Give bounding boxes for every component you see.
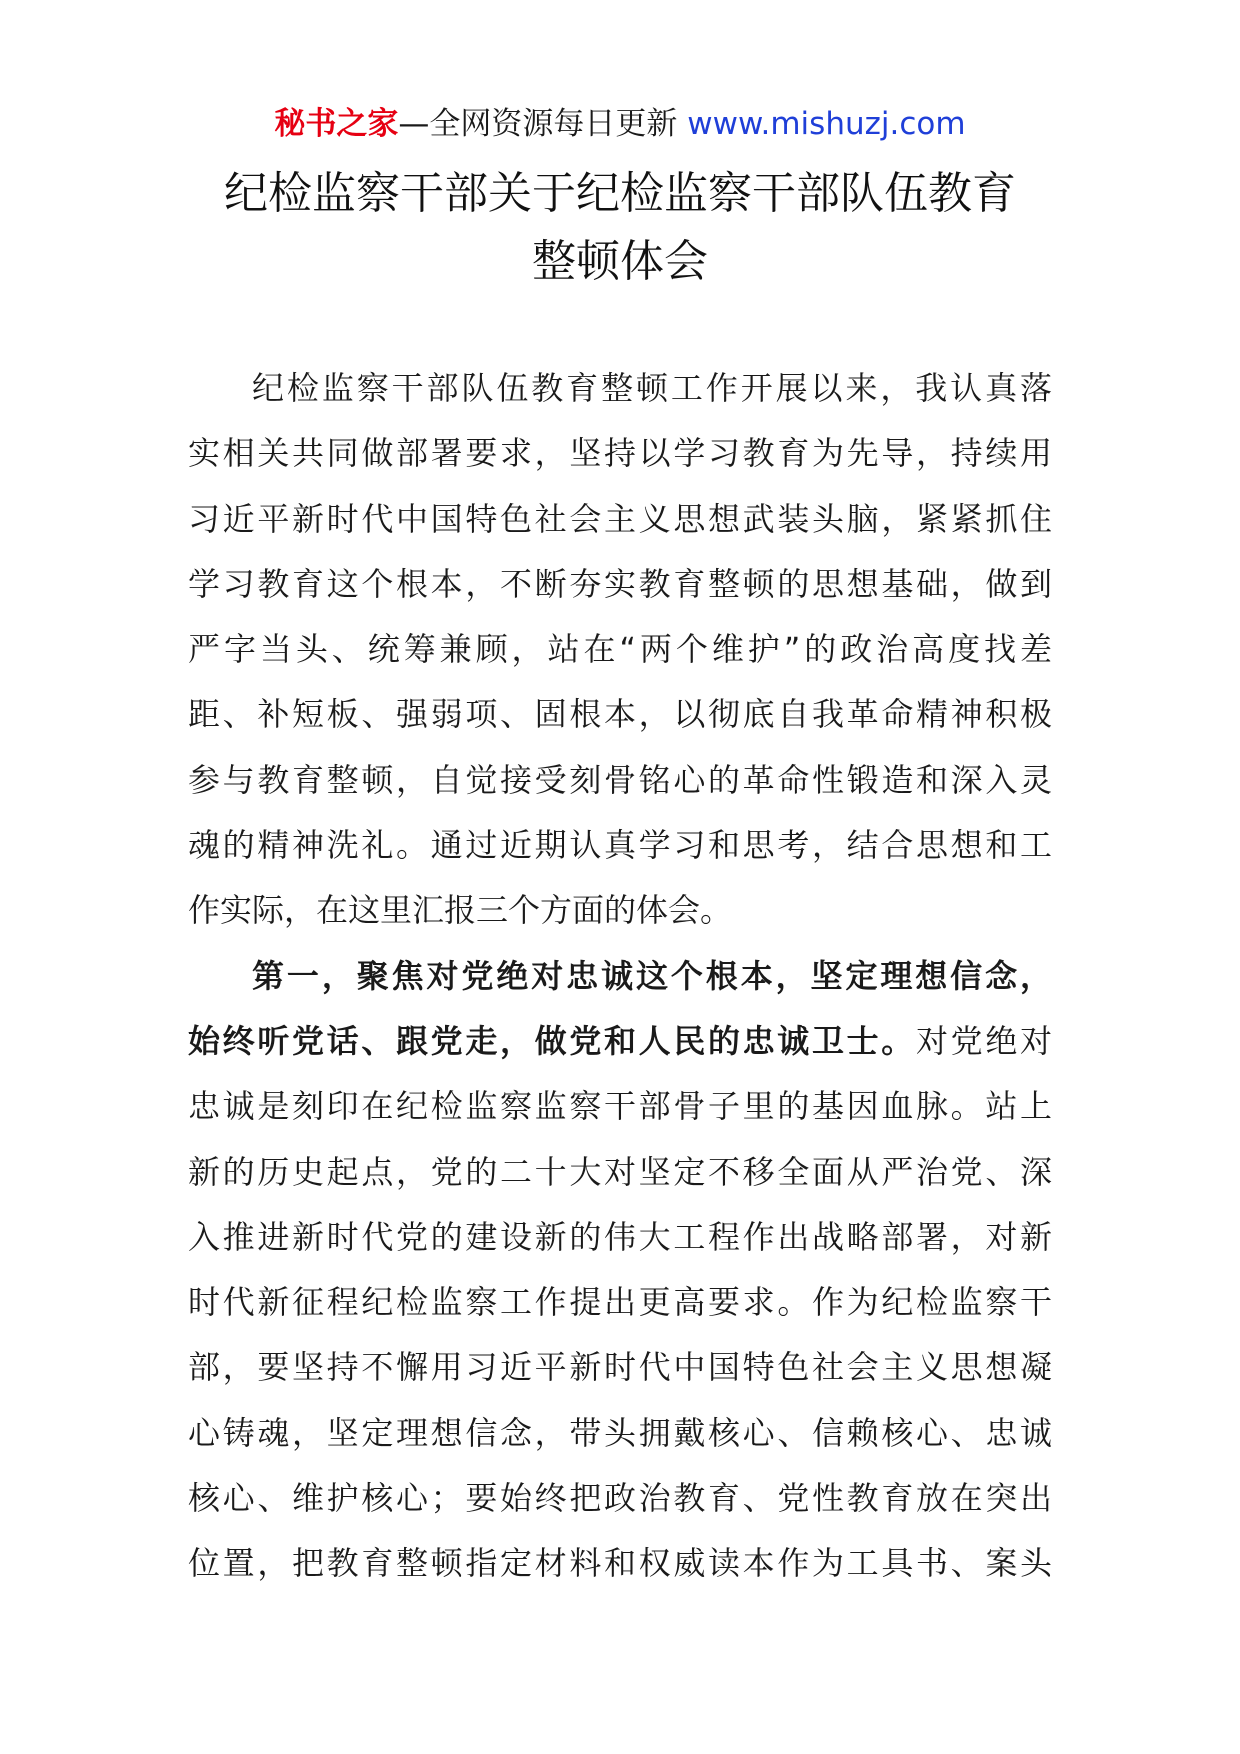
- paragraph-line: 参与教育整顿，自觉接受刻骨铭心的革命性锻造和深入灵: [188, 760, 1052, 799]
- paragraph-1: [188, 356, 1052, 944]
- paragraph-line: 忠诚是刻印在纪检监察监察干部骨子里的基因血脉。站上: [188, 1087, 1052, 1126]
- paragraph-lead-line: 第一，聚焦对党绝对忠诚这个根本，坚定理想信念，: [252, 956, 1052, 995]
- site-url[interactable]: www.mishuzj.com: [687, 106, 966, 142]
- paragraph-mixed-line: [188, 1009, 1052, 1074]
- paragraph-line: 时代新征程纪检监察工作提出更高要求。作为纪检监察干: [188, 1283, 1052, 1322]
- paragraph-line: 作实际，在这里汇报三个方面的体会。: [188, 891, 733, 930]
- paragraph-line: 入推进新时代党的建设新的伟大工程作出战略部署，对新: [188, 1217, 1052, 1256]
- paragraph-line: 距、补短板、强弱项、固根本，以彻底自我革命精神积极: [188, 695, 1052, 734]
- paragraph-line: 魂的精神洗礼。通过近期认真学习和思考，结合思想和工: [188, 826, 1052, 865]
- paragraph-line: 实相关共同做部署要求，坚持以学习教育为先导，持续用: [188, 434, 1052, 473]
- paragraph-line: 习近平新时代中国特色社会主义思想武装头脑，紧紧抓住: [188, 499, 1052, 538]
- paragraph-lead-text: 始终听党话、跟党走，做党和人民的忠诚卫士。: [188, 1021, 916, 1060]
- paragraph-line: 纪检监察干部队伍教育整顿工作开展以来，我认真落: [252, 369, 1052, 407]
- paragraph-line: 新的历史起点，党的二十大对坚定不移全面从严治党、深: [188, 1152, 1052, 1191]
- site-header: [0, 100, 1240, 148]
- document-title: [150, 160, 1090, 296]
- paragraph-2: [188, 944, 1052, 1597]
- title-line-1: 纪检监察干部关于纪检监察干部队伍教育: [224, 168, 1016, 219]
- paragraph-line: 心铸魂，坚定理想信念，带头拥戴核心、信赖核心、忠诚: [188, 1413, 1052, 1452]
- paragraph-line: 位置，把教育整顿指定材料和权威读本作为工具书、案头: [188, 1544, 1052, 1583]
- paragraph-line: 核心、维护核心；要始终把政治教育、党性教育放在突出: [188, 1479, 1052, 1518]
- paragraph-line: 学习教育这个根本，不断夯实教育整顿的思想基础，做到: [188, 564, 1052, 603]
- paragraph-line: 部，要坚持不懈用习近平新时代中国特色社会主义思想凝: [188, 1348, 1052, 1387]
- paragraph-line: 严字当头、统筹兼顾，站在“两个维护”的政治高度找差: [188, 630, 1052, 669]
- paragraph-text: 对党绝对: [915, 1021, 1052, 1060]
- title-line-2: 整顿体会: [532, 236, 708, 287]
- brand-name: 秘书之家: [274, 106, 399, 142]
- header-tagline: —全网资源每日更新: [398, 106, 688, 142]
- document-body: [188, 356, 1052, 1597]
